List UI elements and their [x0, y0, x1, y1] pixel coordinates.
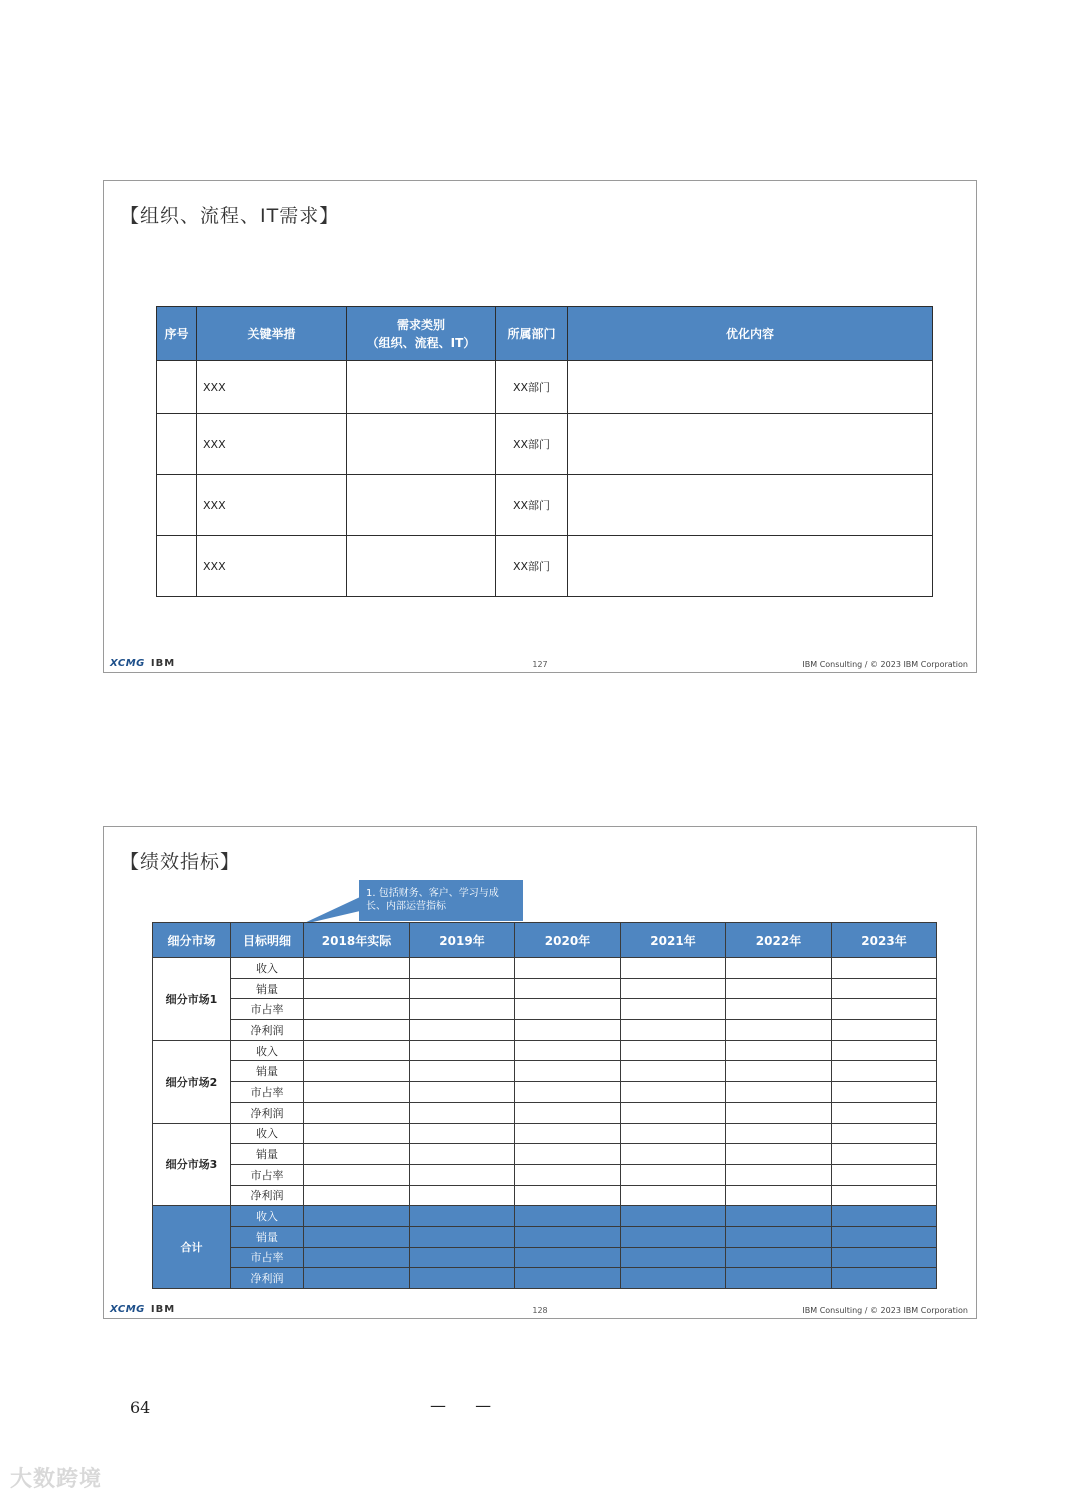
cell-value	[832, 978, 937, 999]
cell-value	[726, 1164, 832, 1185]
cell-dept: XX部门	[496, 361, 568, 414]
callout-line2: 长、内部运营指标	[366, 901, 446, 912]
cell-value	[515, 1206, 621, 1227]
copyright: IBM Consulting / © 2023 IBM Corporation	[802, 660, 968, 669]
header-market: 细分市场	[153, 923, 231, 958]
cell-value	[726, 1185, 832, 1206]
cell-metric: 销量	[231, 1061, 304, 1082]
table-row	[157, 475, 933, 536]
cell-value	[726, 1144, 832, 1165]
cell-value	[410, 1206, 515, 1227]
cell-value	[832, 1082, 937, 1103]
header-2019: 2019年	[410, 923, 515, 958]
header-category-line1: 需求类别	[396, 317, 445, 332]
cell-value	[410, 1123, 515, 1144]
cell-value	[621, 1061, 726, 1082]
watermark: 大数跨境	[10, 1467, 103, 1492]
slide-page-number: 127	[532, 660, 548, 669]
slide-org-process-it	[103, 180, 977, 673]
cell-value	[515, 1247, 621, 1268]
cell-value	[621, 958, 726, 979]
cell-value	[410, 1226, 515, 1247]
cell-value	[621, 1268, 726, 1289]
cell-no	[157, 475, 197, 536]
cell-value	[410, 1144, 515, 1165]
table-row	[153, 1123, 937, 1144]
header-2023: 2023年	[832, 923, 937, 958]
cell-value	[726, 1082, 832, 1103]
cell-value	[304, 1268, 410, 1289]
cell-value	[621, 1020, 726, 1041]
cell-value	[832, 1185, 937, 1206]
cell-content	[568, 361, 933, 414]
cell-value	[832, 958, 937, 979]
table-row	[153, 1268, 937, 1289]
cell-value	[832, 1061, 937, 1082]
cell-value	[621, 1040, 726, 1061]
kpi-table-body	[153, 958, 937, 1289]
cell-market: 合计	[153, 1206, 231, 1289]
xcmg-logo: XCMG	[110, 1304, 145, 1315]
cell-value	[832, 1144, 937, 1165]
cell-value	[515, 1226, 621, 1247]
table-row	[153, 1164, 937, 1185]
cell-value	[621, 1247, 726, 1268]
cell-content	[568, 475, 933, 536]
cell-value	[726, 1268, 832, 1289]
header-dept: 所属部门	[496, 307, 568, 361]
callout-line1: 1. 包括财务、客户、学习与成	[366, 888, 499, 899]
cell-value	[621, 1123, 726, 1144]
cell-value	[621, 1164, 726, 1185]
cell-dept: XX部门	[496, 414, 568, 475]
header-category-line2: （组织、流程、IT）	[366, 335, 476, 350]
cell-value	[410, 1020, 515, 1041]
cell-category	[347, 536, 496, 597]
cell-value	[410, 1040, 515, 1061]
cell-value	[726, 1226, 832, 1247]
cell-value	[621, 999, 726, 1020]
table-row	[153, 978, 937, 999]
table-row	[157, 361, 933, 414]
cell-value	[515, 958, 621, 979]
cell-metric: 收入	[231, 1040, 304, 1061]
cell-value	[410, 1164, 515, 1185]
table-row	[153, 1082, 937, 1103]
cell-value	[832, 1123, 937, 1144]
cell-value	[832, 1102, 937, 1123]
cell-value	[726, 978, 832, 999]
table-row	[153, 1206, 937, 1227]
cell-metric: 市占率	[231, 1082, 304, 1103]
cell-value	[304, 1040, 410, 1061]
cell-metric: 销量	[231, 1226, 304, 1247]
cell-value	[515, 1102, 621, 1123]
cell-action: XXX	[197, 414, 347, 475]
header-2020: 2020年	[515, 923, 621, 958]
table-row	[153, 1061, 937, 1082]
kpi-table	[152, 922, 937, 1289]
table-row	[157, 414, 933, 475]
table-header-row	[157, 307, 933, 361]
header-2022: 2022年	[726, 923, 832, 958]
cell-value	[832, 999, 937, 1020]
cell-value	[304, 1102, 410, 1123]
cell-value	[515, 1144, 621, 1165]
slide-title: 【绩效指标】	[120, 851, 241, 873]
ibm-logo: IBM	[150, 658, 176, 669]
cell-market: 细分市场3	[153, 1123, 231, 1206]
cell-value	[410, 978, 515, 999]
header-action: 关键举措	[197, 307, 347, 361]
cell-value	[304, 999, 410, 1020]
cell-category	[347, 475, 496, 536]
cell-value	[832, 1206, 937, 1227]
header-2021: 2021年	[621, 923, 726, 958]
cell-category	[347, 414, 496, 475]
cell-value	[410, 1102, 515, 1123]
cell-value	[410, 999, 515, 1020]
cell-value	[726, 1247, 832, 1268]
xcmg-logo: XCMG	[110, 658, 145, 669]
table-row	[153, 1102, 937, 1123]
cell-value	[515, 1164, 621, 1185]
cell-value	[726, 1040, 832, 1061]
table-row	[153, 1040, 937, 1061]
cell-value	[726, 1061, 832, 1082]
cell-action: XXX	[197, 361, 347, 414]
header-category	[347, 307, 496, 361]
cell-category	[347, 361, 496, 414]
cell-value	[304, 1164, 410, 1185]
cell-value	[726, 1123, 832, 1144]
cell-value	[515, 978, 621, 999]
cell-value	[410, 1247, 515, 1268]
cell-metric: 净利润	[231, 1268, 304, 1289]
cell-no	[157, 361, 197, 414]
cell-metric: 净利润	[231, 1102, 304, 1123]
cell-value	[621, 1082, 726, 1103]
cell-value	[621, 1206, 726, 1227]
cell-value	[621, 1102, 726, 1123]
header-2018: 2018年实际	[304, 923, 410, 958]
page-dash: — —	[430, 1396, 504, 1415]
cell-value	[304, 1020, 410, 1041]
cell-value	[726, 1020, 832, 1041]
cell-content	[568, 536, 933, 597]
table-row	[153, 958, 937, 979]
cell-metric: 市占率	[231, 999, 304, 1020]
slide-page-number: 128	[532, 1306, 548, 1315]
cell-value	[515, 1185, 621, 1206]
table-row	[153, 1226, 937, 1247]
cell-value	[410, 958, 515, 979]
cell-value	[515, 1020, 621, 1041]
slide-title: 【组织、流程、IT需求】	[120, 205, 340, 227]
cell-value	[304, 1061, 410, 1082]
table-header-row	[153, 923, 937, 958]
cell-value	[304, 978, 410, 999]
cell-value	[304, 1123, 410, 1144]
cell-value	[515, 999, 621, 1020]
cell-value	[304, 1206, 410, 1227]
cell-value	[304, 1082, 410, 1103]
cell-metric: 净利润	[231, 1185, 304, 1206]
table-row	[153, 999, 937, 1020]
table-row	[157, 536, 933, 597]
cell-value	[726, 1102, 832, 1123]
cell-value	[410, 1061, 515, 1082]
header-content: 优化内容	[568, 307, 933, 361]
cell-value	[832, 1226, 937, 1247]
header-no: 序号	[157, 307, 197, 361]
slide-performance-indicators	[103, 826, 977, 1319]
cell-value	[832, 1020, 937, 1041]
cell-value	[726, 958, 832, 979]
cell-market: 细分市场2	[153, 1040, 231, 1123]
cell-value	[304, 958, 410, 979]
cell-dept: XX部门	[496, 475, 568, 536]
cell-value	[621, 1226, 726, 1247]
copyright: IBM Consulting / © 2023 IBM Corporation	[802, 1306, 968, 1315]
cell-value	[515, 1123, 621, 1144]
requirements-table	[156, 306, 933, 597]
table-row	[153, 1185, 937, 1206]
cell-action: XXX	[197, 475, 347, 536]
cell-value	[515, 1040, 621, 1061]
cell-value	[621, 978, 726, 999]
cell-value	[304, 1185, 410, 1206]
cell-metric: 销量	[231, 1144, 304, 1165]
cell-value	[410, 1185, 515, 1206]
cell-value	[410, 1268, 515, 1289]
table-row	[153, 1020, 937, 1041]
cell-metric: 收入	[231, 1206, 304, 1227]
cell-metric: 收入	[231, 1123, 304, 1144]
cell-metric: 销量	[231, 978, 304, 999]
cell-value	[832, 1164, 937, 1185]
cell-value	[304, 1226, 410, 1247]
cell-metric: 市占率	[231, 1164, 304, 1185]
cell-value	[832, 1040, 937, 1061]
cell-content	[568, 414, 933, 475]
page-number: 64	[130, 1398, 151, 1417]
callout-note	[359, 880, 523, 921]
cell-metric: 净利润	[231, 1020, 304, 1041]
table-row	[153, 1144, 937, 1165]
cell-value	[621, 1144, 726, 1165]
cell-metric: 市占率	[231, 1247, 304, 1268]
cell-metric: 收入	[231, 958, 304, 979]
cell-value	[832, 1268, 937, 1289]
ibm-logo: IBM	[150, 1304, 176, 1315]
cell-value	[515, 1061, 621, 1082]
cell-value	[410, 1082, 515, 1103]
cell-value	[304, 1247, 410, 1268]
cell-value	[515, 1082, 621, 1103]
cell-value	[832, 1247, 937, 1268]
cell-dept: XX部门	[496, 536, 568, 597]
table-row	[153, 1247, 937, 1268]
cell-no	[157, 414, 197, 475]
cell-value	[304, 1144, 410, 1165]
cell-action: XXX	[197, 536, 347, 597]
header-target: 目标明细	[231, 923, 304, 958]
cell-value	[515, 1268, 621, 1289]
cell-value	[726, 999, 832, 1020]
cell-no	[157, 536, 197, 597]
cell-value	[621, 1185, 726, 1206]
cell-market: 细分市场1	[153, 958, 231, 1041]
cell-value	[726, 1206, 832, 1227]
